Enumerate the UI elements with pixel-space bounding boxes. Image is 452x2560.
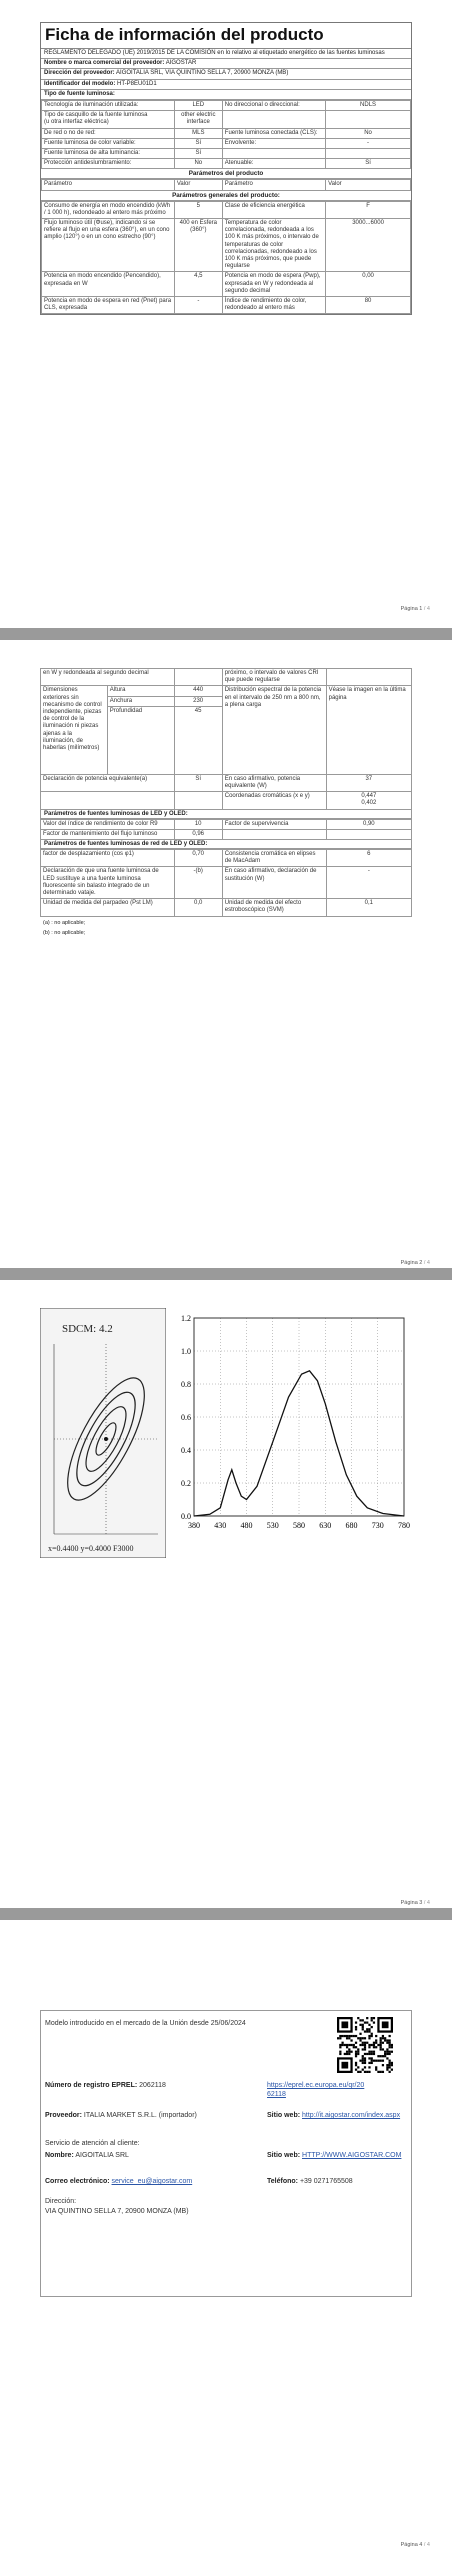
param-label-cell: Clase de eficiencia energética — [222, 201, 325, 218]
mains-led-params-title: Parámetros de fuentes luminosas de red de LED y OLED: — [40, 840, 412, 849]
x-tick-label: 730 — [371, 1521, 384, 1530]
service-site-label: Sitio web: — [267, 2152, 301, 2159]
param-value-cell: 0,447 0,402 — [326, 792, 411, 809]
y-tick-label: 1.2 — [181, 1314, 191, 1323]
led-params-title: Parámetros de fuentes luminosas de LED y OLED: — [40, 810, 412, 819]
page-number-text: Página 2 — [400, 1260, 423, 1266]
type-row — [42, 138, 411, 148]
param-label-cell — [41, 792, 175, 809]
param-label-cell — [222, 111, 325, 128]
param-value-cell: - — [326, 138, 411, 148]
type-table — [41, 100, 411, 169]
empty-cell — [174, 669, 222, 686]
equivalent-row — [41, 774, 412, 791]
y-tick-label: 0.0 — [181, 1512, 191, 1521]
param-header: Parámetro — [42, 180, 175, 190]
customer-service-title: Servicio de atención al cliente: — [45, 2140, 140, 2147]
cie-sdcm-label: SDCM: 4.2 — [62, 1323, 113, 1335]
page-number — [401, 1900, 430, 1906]
param-label-cell: Factor de supervivencia — [222, 819, 326, 829]
param-value-cell: NDLS — [326, 101, 411, 111]
param-label-cell: Declaración de potencia equivalente(a) — [41, 774, 175, 791]
general-params-table — [41, 201, 411, 315]
param-label-cell: Potencia en modo de espera en red (Pnet) para CLS, expresada — [42, 297, 175, 314]
supplier-address-value: AIGOITALIA SRL, VIA QUINTINO SELLA 7, 20900 MONZA (MB) — [116, 70, 289, 77]
param-value-cell: - — [326, 867, 411, 899]
type-row — [42, 111, 411, 128]
provider-value: ITALIA MARKET S.R.L. (importador) — [83, 2112, 197, 2119]
service-name-row — [45, 2151, 129, 2160]
param-value-cell: F — [326, 201, 411, 218]
provider-row — [45, 2111, 197, 2120]
param-label-cell: Coordenadas cromáticas (x e y) — [222, 792, 326, 809]
document-page-1 — [0, 0, 452, 628]
registration-frame — [40, 2010, 412, 2297]
general-param-row — [42, 272, 411, 297]
param-label-cell: Envolvente: — [222, 138, 325, 148]
param-label-cell: Unidad de medida del parpadeo (Pst LM) — [41, 899, 175, 916]
param-value-cell: 5 — [174, 201, 222, 218]
x-tick-label: 530 — [266, 1521, 279, 1530]
param-value-cell: Sí — [174, 149, 222, 159]
value-header: Valor — [174, 180, 222, 190]
param-label-cell: Tipo de casquillo de la fuente luminosa (u otra interfaz eléctrica) — [42, 111, 175, 128]
page-number — [401, 1260, 430, 1266]
product-info-frame — [40, 22, 412, 315]
param-header: Parámetro — [222, 180, 325, 190]
param-value-cell: MLS — [174, 128, 222, 138]
x-tick-label: 680 — [345, 1521, 358, 1530]
document-page-4 — [0, 1920, 452, 2560]
page-total: / 4 — [423, 606, 430, 612]
dim-value-height: 440 — [174, 686, 222, 696]
dim-name-width: Anchura — [107, 696, 174, 706]
page-number-text: Página 4 — [400, 2542, 423, 2548]
param-value-cell — [326, 829, 411, 839]
general-params-title: Parámetros generales del producto: — [41, 191, 411, 201]
x-tick-label: 380 — [188, 1521, 200, 1530]
param-value-cell: 0,70 — [174, 850, 222, 867]
general-param-row — [42, 201, 411, 218]
param-value-cell: 0,0 — [174, 899, 222, 916]
email-row — [45, 2177, 192, 2186]
footnote-a: (a) : no aplicable; — [43, 919, 86, 926]
param-label-cell: Flujo luminoso útil (Φuse), indicando si se refiere al flujo en una esfera (360°), en un cono amplio (120°) o en un cono estrecho (90°) — [42, 219, 175, 272]
empty-cell — [326, 669, 411, 686]
param-label-cell: Fuente luminosa conectada (CLS): — [222, 128, 325, 138]
param-label-cell: Unidad de medida del efecto estroboscópico (SVM) — [222, 899, 326, 916]
led-param-row — [41, 829, 412, 839]
document-title: Ficha de información del producto — [41, 23, 411, 49]
mains-led-params-table — [40, 849, 412, 917]
param-value-cell — [174, 792, 222, 809]
x-tick-label: 780 — [398, 1521, 410, 1530]
service-name-value: AIGOITALIA SRL — [75, 2152, 129, 2159]
param-header-table — [41, 179, 411, 190]
param-label-cell: Protección antideslumbramiento: — [42, 159, 175, 169]
param-value-cell: 37 — [326, 774, 411, 791]
param-label-cell: De red o no de red: — [42, 128, 175, 138]
email-label: Correo electrónico: — [45, 2178, 110, 2185]
param-value-cell: Sí — [174, 774, 222, 791]
param-label-cell: Tecnología de iluminación utilizada: — [42, 101, 175, 111]
service-site-row — [267, 2151, 407, 2160]
mains-param-row — [41, 850, 412, 867]
email-link[interactable]: service_eu@aigostar.com — [111, 2178, 193, 2185]
param-value-cell: - — [174, 297, 222, 314]
light-source-type-title: Tipo de fuente luminosa: — [41, 90, 411, 100]
param-label-cell — [222, 829, 326, 839]
param-value-cell: 4,5 — [174, 272, 222, 297]
supplier-name-value: AIGOSTAR — [165, 60, 197, 67]
page-total: / 4 — [423, 1260, 430, 1266]
page-number-text: Página 3 — [400, 1900, 423, 1906]
param-label-cell: Fuente luminosa de alta luminancia: — [42, 149, 175, 159]
product-params-title: Parámetros del producto — [41, 169, 411, 179]
phone-label: Teléfono: — [267, 2178, 298, 2185]
dim-value-depth: 45 — [174, 706, 222, 774]
page-total: / 4 — [423, 1900, 430, 1906]
y-tick-label: 0.4 — [181, 1446, 191, 1455]
spectral-value: Véase la imagen en la última página — [326, 686, 411, 774]
website-row — [267, 2111, 407, 2120]
service-name-label: Nombre: — [45, 2152, 74, 2159]
type-row — [42, 101, 411, 111]
supplier-address-row — [41, 69, 411, 79]
x-tick-label: 630 — [319, 1521, 332, 1530]
continued-left-cell: en W y redondeada al segundo decimal — [41, 669, 175, 686]
led-params-table — [40, 819, 412, 840]
page-number — [401, 2542, 430, 2548]
param-label-cell: Fuente luminosa de color variable: — [42, 138, 175, 148]
param-value-cell: No — [326, 128, 411, 138]
continued-right-cell: próximo, o intervalo de valores CRI que puede regularse — [222, 669, 326, 686]
param-label-cell: No direccional o direccional: — [222, 101, 325, 111]
param-value-cell: 0,90 — [326, 819, 411, 829]
param-value-cell: 10 — [174, 819, 222, 829]
type-row — [42, 128, 411, 138]
param-value-cell — [326, 149, 411, 159]
param-value-cell: LED — [174, 101, 222, 111]
eprel-link[interactable] — [267, 2081, 367, 2099]
param-value-cell: -(b) — [174, 867, 222, 899]
equivalent-power-table — [40, 774, 412, 810]
website-link[interactable]: http://it.aigostar.com/index.aspx — [302, 2112, 401, 2119]
param-value-cell: 0,96 — [174, 829, 222, 839]
param-label-cell: Temperatura de color correlacionada, redondeada a los 100 K más próximos, o intervalo de temperaturas de color correlacionadas, redondeado a los 100 K más próximos, que puede regularse — [222, 219, 325, 272]
param-label-cell: En caso afirmativo, declaración de sustitución (W) — [222, 867, 326, 899]
param-label-cell: En caso afirmativo, potencia equivalente (W) — [222, 774, 326, 791]
supplier-name-label: Nombre o marca comercial del proveedor: — [44, 60, 165, 67]
param-label-cell: Índice de rendimiento de color, redondeado al entero más — [222, 297, 325, 314]
eprel-number-row — [45, 2081, 166, 2090]
equivalent-row — [41, 792, 412, 809]
type-row — [42, 159, 411, 169]
general-param-row — [42, 219, 411, 272]
dim-name-height: Altura — [107, 686, 174, 696]
param-label-cell — [222, 149, 325, 159]
regulation-text: REGLAMENTO DELEGADO (UE) 2019/2015 DE LA COMISIÓN en lo relativo al etiquetado energético de las fuentes luminosas — [41, 49, 411, 59]
param-value-cell: 0,00 — [326, 272, 411, 297]
param-label-cell: Atenuable: — [222, 159, 325, 169]
dimensions-label: Dimensiones exteriores sin mecanismo de control independiente, piezas de control de la iluminación ni piezas ajenas a la iluminación, de haberlas (milímetros) — [41, 686, 108, 774]
y-tick-label: 0.8 — [181, 1380, 191, 1389]
value-header: Valor — [326, 180, 411, 190]
page-number-text: Página 1 — [400, 606, 423, 612]
param-value-cell: 80 — [326, 297, 411, 314]
mains-param-row — [41, 899, 412, 916]
page-number — [401, 606, 430, 612]
dim-name-depth: Profundidad — [107, 706, 174, 774]
x-tick-label: 480 — [240, 1521, 253, 1530]
phone-row — [267, 2177, 353, 2186]
document-page-2 — [0, 640, 452, 1268]
param-value-cell — [326, 111, 411, 128]
param-value-cell: other electric interface — [174, 111, 222, 128]
market-intro-text: Modelo introducido en el mercado de la Unión desde 25/06/2024 — [45, 2020, 246, 2027]
type-row — [42, 149, 411, 159]
footnote-b: (b) : no aplicable; — [43, 929, 86, 936]
param-label-cell: Potencia en modo de espera (Pwp), expresada en W y redondeada al segundo decimal — [222, 272, 325, 297]
document-page-3 — [0, 1280, 452, 1908]
provider-label: Proveedor: — [45, 2112, 82, 2119]
param-label-cell: Consistencia cromática en elipses de MacAdam — [222, 850, 326, 867]
x-tick-label: 580 — [293, 1521, 305, 1530]
model-value: HT-P8EU01D1 — [117, 80, 157, 87]
dim-value-width: 230 — [174, 696, 222, 706]
model-row — [41, 80, 411, 90]
eprel-link-text[interactable]: https://eprel.ec.europa.eu/qr/2062118 — [267, 2082, 365, 2098]
supplier-address-label: Dirección del proveedor: — [44, 70, 115, 77]
website-label: Sitio web: — [267, 2112, 301, 2119]
spectral-distribution-chart — [172, 1310, 412, 1550]
params-continued-frame — [40, 668, 412, 939]
model-label: Identificador del modelo: — [44, 80, 116, 87]
param-value-cell: Sí — [174, 138, 222, 148]
param-value-cell: 3000...6000 — [326, 219, 411, 272]
spectrum-x-ticks — [188, 1521, 410, 1530]
param-value-cell: 6 — [326, 850, 411, 867]
param-label-cell: Factor de mantenimiento del flujo luminoso — [41, 829, 175, 839]
param-value-cell: 400 en Esfera (360°) — [174, 219, 222, 272]
general-param-row — [42, 297, 411, 314]
supplier-name-row — [41, 59, 411, 69]
y-tick-label: 0.6 — [181, 1413, 191, 1422]
param-label-cell: Valor del índice de rendimiento de color R9 — [41, 819, 175, 829]
eprel-number-label: Número de registro EPREL: — [45, 2082, 138, 2089]
param-label-cell: Declaración de que una fuente luminosa de LED sustituye a una fuente luminosa fluorescente sin balasto integrado de un determinado vataje. — [41, 867, 175, 899]
cie-coordinates-label: x=0.4400 y=0.4000 F3000 — [48, 1544, 134, 1553]
page-total: / 4 — [423, 2542, 430, 2548]
address-value: VIA QUINTINO SELLA 7, 20900 MONZA (MB) — [45, 2208, 189, 2215]
spectral-label: Distribución espectral de la potencia en el intervalo de 250 nm a 800 nm, a plena carga — [222, 686, 326, 774]
param-label-cell: factor de desplazamiento (cos φ1) — [41, 850, 175, 867]
mains-param-row — [41, 867, 412, 899]
param-value-cell: No — [174, 159, 222, 169]
y-tick-label: 0.2 — [181, 1479, 191, 1488]
qr-code-icon[interactable] — [337, 2017, 393, 2073]
cie-ellipse-image — [40, 1308, 166, 1558]
x-tick-label: 430 — [214, 1521, 227, 1530]
led-param-row — [41, 819, 412, 829]
phone-value: +39 0271765508 — [299, 2178, 353, 2185]
param-label-cell: Potencia en modo encendido (Pencendido), expresada en W — [42, 272, 175, 297]
address-label: Dirección: — [45, 2198, 77, 2205]
eprel-number-value: 2062118 — [139, 2082, 166, 2089]
service-site-link[interactable]: HTTP://WWW.AIGOSTAR.COM — [302, 2152, 402, 2159]
y-tick-label: 1.0 — [181, 1347, 191, 1356]
param-value-cell: Sí — [326, 159, 411, 169]
param-value-cell: 0,1 — [326, 899, 411, 916]
continued-table — [40, 668, 412, 775]
param-label-cell: Consumo de energía en modo encendido (kWh / 1 000 h), redondeado al entero más próximo — [42, 201, 175, 218]
